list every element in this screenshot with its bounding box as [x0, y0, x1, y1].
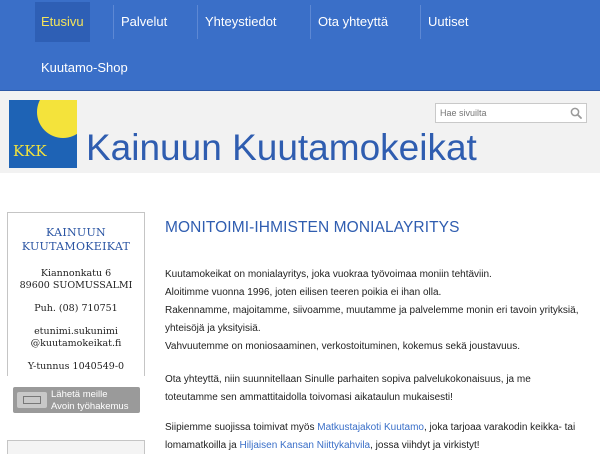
paragraph-line: Kuutamokeikat on monialayritys, joka vuokraa työvoimaa moniin tehtäviin. [165, 269, 492, 280]
nav-divider [310, 5, 311, 39]
address-city: 89600 SUOMUSSALMI [19, 280, 133, 291]
company-name-line: KUUTAMOKEIKAT [21, 240, 131, 253]
sidebar-next-box [7, 440, 145, 454]
contact-paragraph [165, 371, 531, 407]
search-box [435, 103, 587, 123]
paragraph-line: Ota yhteyttä, niin suunnitellaan Sinulle parhaiten sopiva palvelukokonaisuus, ja me [165, 374, 531, 385]
paragraph-line: Vahvuutemme on moniosaaminen, verkostoituminen, kokemus sekä joustavuus. [165, 341, 520, 352]
niittykahvila-link[interactable]: Hiljaisen Kansan Niittykahvila [239, 440, 371, 451]
paragraph-line: Rakennamme, majoitamme, siivoamme, muutamme ja palvelemme monin eri tavoin yrityksiä, [165, 305, 579, 316]
nav-divider [113, 5, 114, 39]
paragraph-line [165, 419, 575, 437]
logo-text: KKK [13, 142, 47, 160]
moon-logo-icon [37, 100, 77, 138]
intro-paragraph [165, 266, 578, 356]
phone-number: Puh. (08) 710751 [34, 303, 118, 314]
email-line-2: @kuutamokeikat.fi [30, 338, 122, 349]
email-line-1: etunimi.sukunimi [34, 326, 118, 337]
paragraph-line: Aloitimme vuonna 1996, joten eilisen teeren poikia ei ihan olla. [165, 287, 442, 298]
main-heading: MONITOIMI-IHMISTEN MONIALAYRITYS [165, 219, 460, 236]
search-input[interactable] [436, 104, 568, 122]
send-application-button[interactable] [13, 387, 140, 413]
nav-item-etusivu[interactable]: Etusivu [35, 2, 90, 42]
nav-item-uutiset[interactable]: Uutiset [428, 14, 469, 29]
nav-divider [420, 5, 421, 39]
nav-item-yhteystiedot[interactable]: Yhteystiedot [205, 14, 277, 29]
paragraph-line: toteutamme sen ammattitaidolla toivomasi aikataulun mukaisesti! [165, 392, 453, 403]
site-logo[interactable] [9, 100, 77, 168]
text-span: lomamatkoilla ja [165, 440, 240, 451]
top-navigation [0, 0, 600, 91]
nav-divider [197, 5, 198, 39]
apply-line-1: Lähetä meille [51, 389, 108, 400]
nav-item-ota-yhteytta[interactable]: Ota yhteyttä [318, 14, 389, 29]
site-title: Kainuun Kuutamokeikat [86, 127, 477, 168]
paragraph-line [165, 437, 575, 455]
company-name-line: KAINUUN [46, 226, 106, 239]
envelope-icon [17, 392, 47, 408]
search-icon[interactable] [570, 107, 582, 119]
matkustajakoti-link[interactable]: Matkustajakoti Kuutamo [317, 422, 424, 433]
sidebar-company-name [8, 226, 144, 254]
text-span: , jossa viihdyt ja virkistyt! [370, 440, 480, 451]
contact-sidebar [7, 212, 145, 376]
paragraph-line: yhteisöjä ja yksityisiä. [165, 323, 261, 334]
text-span: Siipiemme suojissa toimivat myös [165, 422, 318, 433]
nav-item-kuutamo-shop[interactable]: Kuutamo-Shop [41, 60, 128, 75]
text-span: , joka tarjoaa varakodin keikka- tai [423, 422, 576, 433]
apply-line-2: Avoin työhakemus [51, 401, 129, 412]
address-street: Kiannonkatu 6 [40, 268, 112, 279]
business-id: Y-tunnus 1040549-0 [27, 361, 125, 372]
nav-item-palvelut[interactable]: Palvelut [121, 14, 168, 29]
